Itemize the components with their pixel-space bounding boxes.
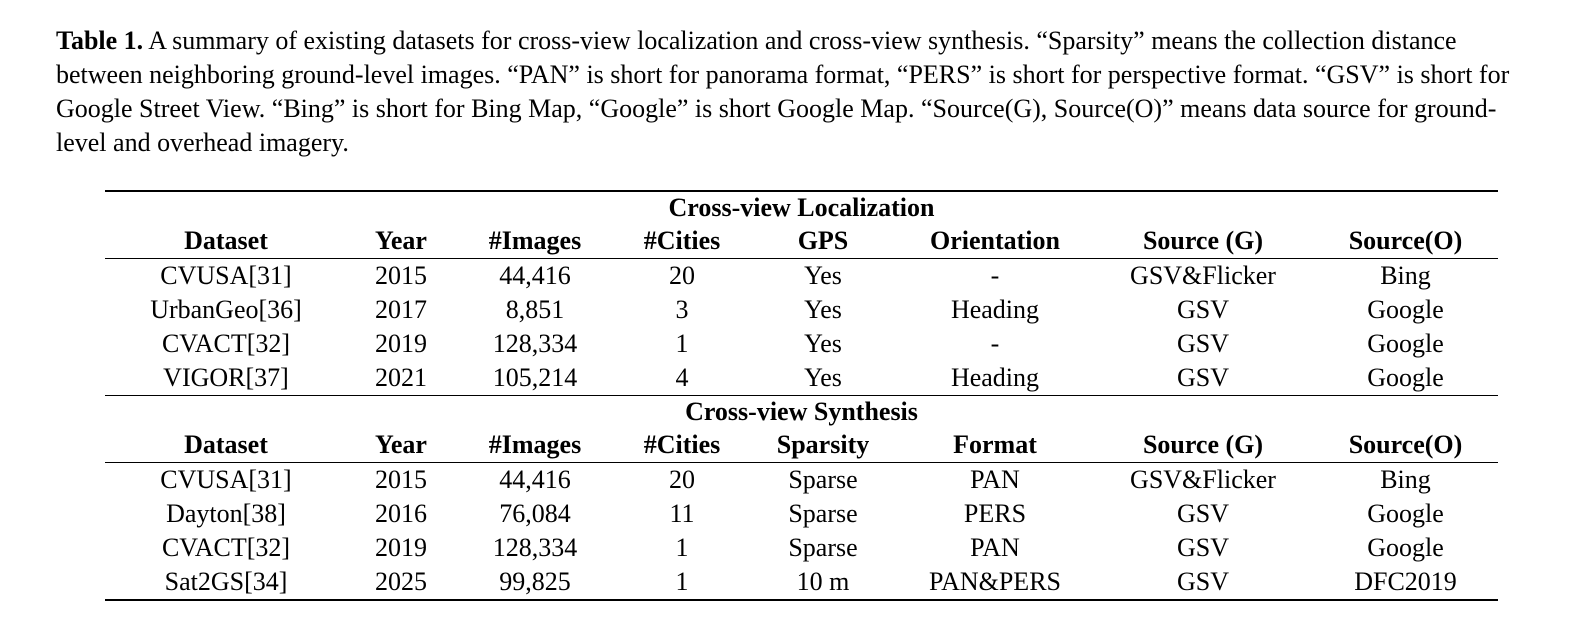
column-header: #Cities — [615, 224, 749, 259]
table-cell: 99,825 — [455, 565, 615, 600]
column-header: GPS — [749, 224, 897, 259]
localization-section-title: Cross-view Localization — [105, 191, 1498, 224]
table-cell: GSV — [1176, 499, 1229, 528]
column-header: Source(O) — [1313, 224, 1498, 259]
table-cell: GSV — [1176, 533, 1229, 562]
table-cell: - — [990, 261, 1000, 290]
table-cell: CVUSA[31] — [160, 465, 292, 494]
table-cell: Google — [1367, 329, 1444, 358]
table-cell: 1 — [615, 565, 749, 600]
table-cell: Sparse — [788, 499, 858, 528]
table-cell: UrbanGeo[36] — [150, 295, 302, 324]
table-cell: GSV — [1093, 565, 1313, 600]
table-cell: 4 — [615, 361, 749, 396]
table-row — [105, 531, 1498, 565]
table-cell: Yes — [804, 295, 842, 324]
table-cell: Google — [1367, 533, 1444, 562]
column-header: #Cities — [615, 428, 749, 463]
table-cell: 20 — [669, 261, 695, 290]
table-cell: 2025 — [347, 565, 455, 600]
column-header: #Images — [455, 428, 615, 463]
table-cell: 2021 — [347, 361, 455, 396]
table-cell: 128,334 — [492, 533, 578, 562]
table-cell: Bing — [1380, 465, 1431, 494]
caption-text: A summary of existing datasets for cross-view localization and cross-view synthesis. “Sparsity” means the collection distance between neighboring ground-level images. “PAN” is short for panorama format, “PERS” is short for perspective format. “GSV” is short for Google Street View. “Bing” is short for Bing Map, “Google” is short Google Map. “Source(G), Source(O)” means data source for ground-level and overhead imagery. — [56, 26, 1510, 157]
table-cell: Yes — [749, 361, 897, 396]
column-header: Orientation — [897, 224, 1093, 259]
table-cell: Google — [1367, 295, 1444, 324]
table-cell: PERS — [963, 499, 1027, 528]
table-cell: DFC2019 — [1313, 565, 1498, 600]
column-header: Year — [347, 224, 455, 259]
localization-section-title-row — [105, 191, 1498, 224]
table-cell: 128,334 — [492, 329, 578, 358]
table-cell: CVUSA[31] — [160, 261, 292, 290]
table-cell: Google — [1367, 499, 1444, 528]
table-cell: 2016 — [375, 499, 427, 528]
table-row — [105, 259, 1498, 294]
table-cell: 105,214 — [455, 361, 615, 396]
column-header: Sparsity — [749, 428, 897, 463]
synthesis-section-title: Cross-view Synthesis — [685, 397, 918, 426]
table-cell: GSV — [1176, 329, 1229, 358]
column-header: Dataset — [105, 428, 347, 463]
table-row — [105, 293, 1498, 327]
column-header: Dataset — [105, 224, 347, 259]
column-header: Format — [897, 428, 1093, 463]
table-cell: Dayton[38] — [166, 499, 286, 528]
table-cell: 8,851 — [505, 295, 565, 324]
dataset-summary-table — [105, 190, 1498, 601]
table-cell: 1 — [675, 329, 689, 358]
table-row — [105, 497, 1498, 531]
table-cell: CVACT[32] — [161, 329, 291, 358]
column-header: Source (G) — [1093, 224, 1313, 259]
table-cell: 20 — [669, 465, 695, 494]
table-row — [105, 327, 1498, 361]
table-cell: 2015 — [375, 465, 427, 494]
table-cell: Google — [1313, 361, 1498, 396]
table-cell: 44,416 — [499, 261, 571, 290]
table-row — [105, 361, 1498, 396]
table-cell: GSV&Flicker — [1130, 465, 1276, 494]
table-cell: 76,084 — [499, 499, 571, 528]
table-cell: CVACT[32] — [161, 533, 291, 562]
table-cell: 2017 — [375, 295, 427, 324]
table-cell: Sparse — [788, 533, 858, 562]
table-cell: GSV&Flicker — [1130, 261, 1276, 290]
table-cell: Yes — [804, 261, 842, 290]
table-cell: 11 — [669, 499, 695, 528]
column-header: Year — [347, 428, 455, 463]
table-caption — [56, 24, 1536, 160]
column-header: Source (G) — [1093, 428, 1313, 463]
synthesis-section-title-row — [105, 396, 1498, 429]
column-header: #Images — [455, 224, 615, 259]
table-cell: Sparse — [788, 465, 858, 494]
table-cell: 2019 — [375, 533, 427, 562]
table-row — [105, 565, 1498, 600]
table-cell: GSV — [1176, 295, 1229, 324]
table-cell: Heading — [950, 295, 1040, 324]
dataset-summary-table-wrapper — [105, 190, 1498, 601]
table-cell: 2019 — [375, 329, 427, 358]
table-cell: Sat2GS[34] — [105, 565, 347, 600]
table-cell: Bing — [1380, 261, 1431, 290]
table-cell: 44,416 — [499, 465, 571, 494]
table-cell: VIGOR[37] — [105, 361, 347, 396]
synthesis-header-row — [105, 428, 1498, 463]
table-cell: 3 — [675, 295, 689, 324]
table-row — [105, 463, 1498, 498]
column-header: Source(O) — [1313, 428, 1498, 463]
table-cell: GSV — [1093, 361, 1313, 396]
table-cell: Heading — [897, 361, 1093, 396]
table-cell: 2015 — [375, 261, 427, 290]
table-cell: 1 — [675, 533, 689, 562]
table-cell: PAN&PERS — [897, 565, 1093, 600]
caption-label: Table 1. — [56, 26, 144, 55]
localization-header-row — [105, 224, 1498, 259]
table-cell: Yes — [804, 329, 842, 358]
table-cell: - — [990, 329, 1000, 358]
table-cell: PAN — [970, 533, 1020, 562]
table-cell: PAN — [970, 465, 1020, 494]
table-cell: 10 m — [749, 565, 897, 600]
